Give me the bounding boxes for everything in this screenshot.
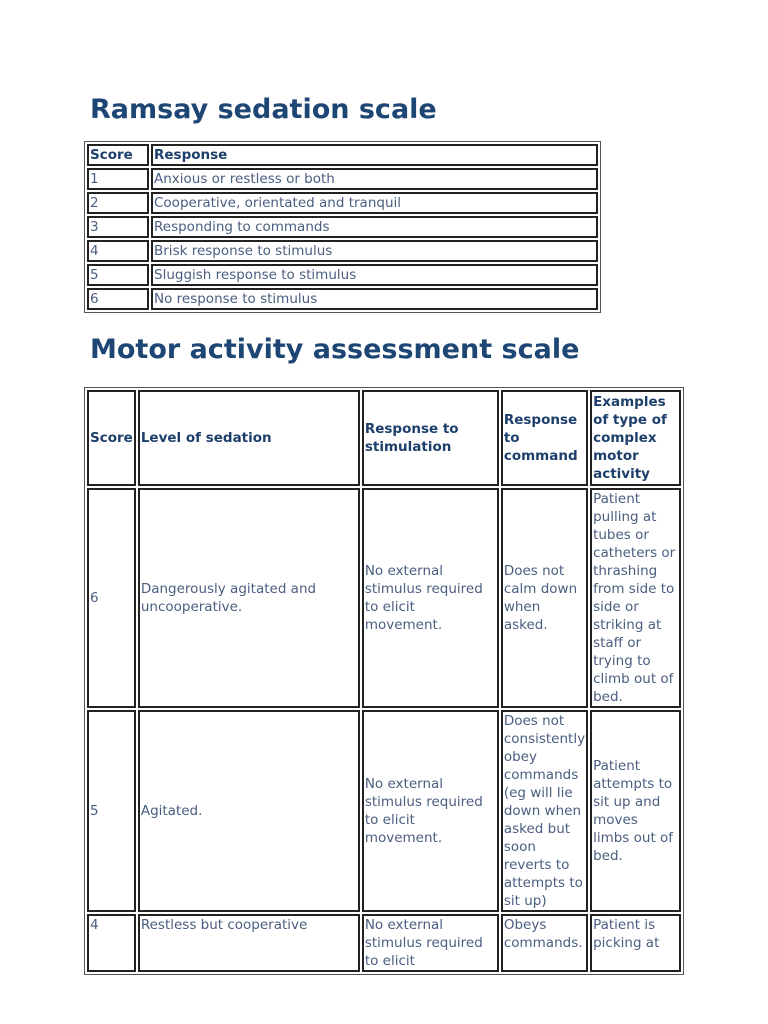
table-row [87, 488, 681, 708]
score-cell: 6 [87, 488, 136, 708]
level-cell: Agitated. [138, 710, 360, 912]
examples-cell: Patient pulling at tubes or catheters or thrashing from side to side or striking at staff or trying to climb out of bed. [590, 488, 681, 708]
column-header-level-of-sedation: Level of sedation [138, 390, 360, 486]
column-header-response-to-stimulation: Response to stimulation [362, 390, 499, 486]
score-cell: 1 [87, 168, 149, 190]
level-cell: Restless but cooperative [138, 914, 360, 972]
table-row [87, 914, 681, 972]
examples-cell: Patient is picking at [590, 914, 681, 972]
level-cell: Dangerously agitated and uncooperative. [138, 488, 360, 708]
table-row [87, 264, 598, 286]
column-header-response: Response [151, 144, 598, 166]
response-cell: Anxious or restless or both [151, 168, 598, 190]
stimulation-cell: No external stimulus required to elicit [362, 914, 499, 972]
score-cell: 6 [87, 288, 149, 310]
motor-title: Motor activity assessment scale [90, 334, 580, 365]
command-cell: Does not calm down when asked. [501, 488, 588, 708]
table-row [87, 216, 598, 238]
table-header-row [87, 144, 598, 166]
score-cell: 4 [87, 914, 136, 972]
stimulation-cell: No external stimulus required to elicit movement. [362, 710, 499, 912]
stimulation-cell: No external stimulus required to elicit movement. [362, 488, 499, 708]
command-cell: Does not consistently obey commands (eg will lie down when asked but soon reverts to attempts to sit up) [501, 710, 588, 912]
table-row [87, 288, 598, 310]
response-cell: Cooperative, orientated and tranquil [151, 192, 598, 214]
score-cell: 5 [87, 710, 136, 912]
ramsay-table [84, 141, 601, 313]
examples-cell: Patient attempts to sit up and moves limbs out of bed. [590, 710, 681, 912]
response-cell: Sluggish response to stimulus [151, 264, 598, 286]
table-header-row [87, 390, 681, 486]
table-row [87, 710, 681, 912]
column-header-response-to-command: Response to command [501, 390, 588, 486]
score-cell: 3 [87, 216, 149, 238]
column-header-examples: Examples of type of complex motor activity [590, 390, 681, 486]
response-cell: Responding to commands [151, 216, 598, 238]
column-header-score: Score [87, 144, 149, 166]
score-cell: 4 [87, 240, 149, 262]
score-cell: 5 [87, 264, 149, 286]
score-cell: 2 [87, 192, 149, 214]
column-header-score: Score [87, 390, 136, 486]
ramsay-title: Ramsay sedation scale [90, 94, 437, 125]
response-cell: No response to stimulus [151, 288, 598, 310]
motor-activity-table [84, 387, 684, 975]
response-cell: Brisk response to stimulus [151, 240, 598, 262]
table-row [87, 168, 598, 190]
table-row [87, 240, 598, 262]
table-row [87, 192, 598, 214]
command-cell: Obeys commands. [501, 914, 588, 972]
